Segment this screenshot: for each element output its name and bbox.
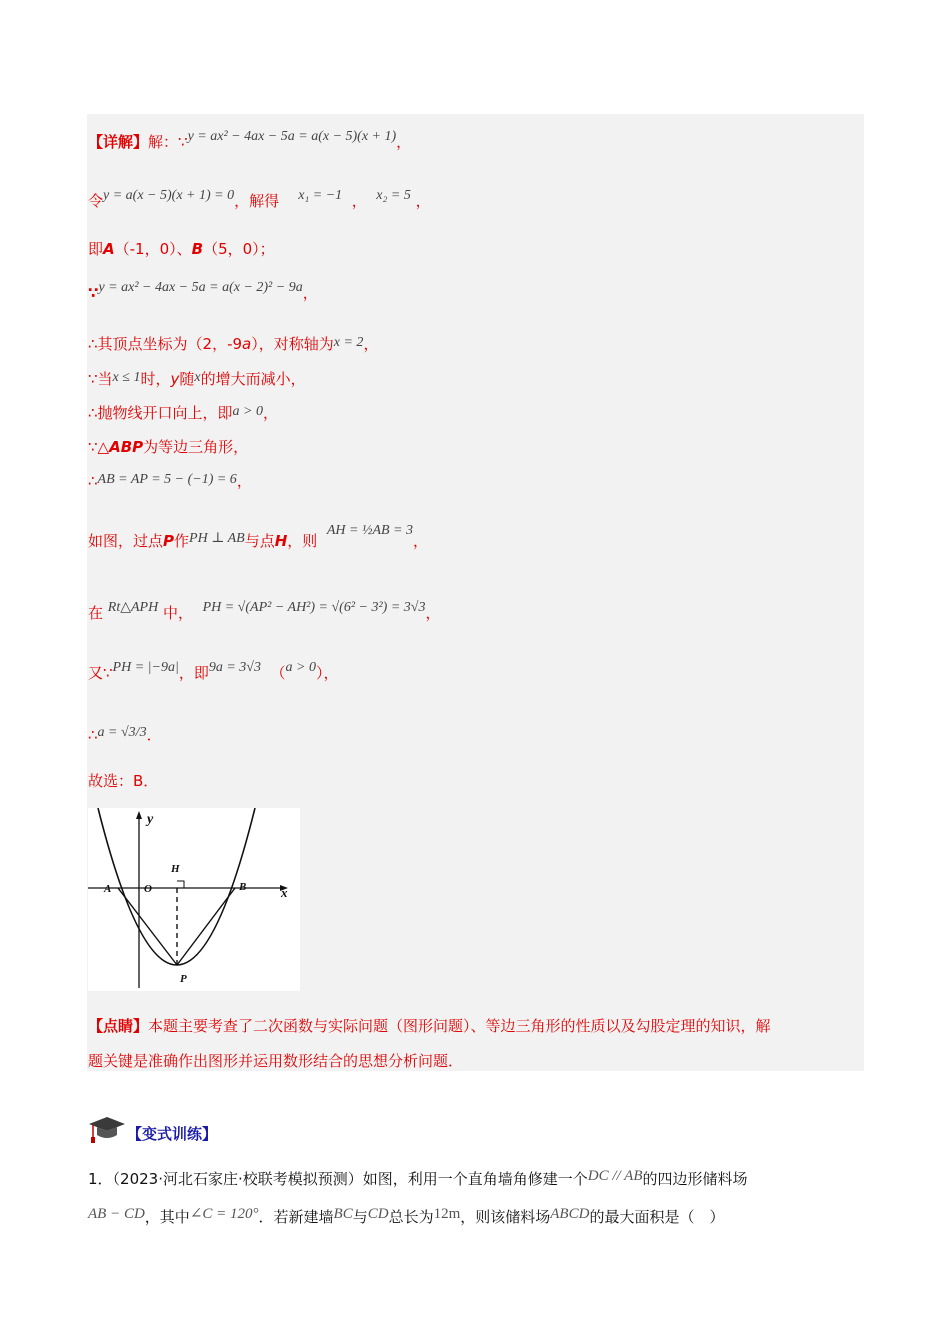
math-expression: y = ax² − 4ax − 5a = a(x − 5)(x + 1) — [187, 129, 397, 144]
text: B — [191, 240, 204, 258]
math-expression: 9a = 3√3 — [208, 660, 261, 675]
text: ， — [236, 472, 252, 490]
text: P — [163, 532, 175, 550]
y-axis-arrow — [136, 811, 142, 819]
text: ，其中 — [144, 1208, 190, 1226]
segment-AP — [118, 888, 177, 965]
text: ∵ — [88, 284, 99, 302]
math-expression: y = ax² − 4ax − 5a = a(x − 2)² − 9a — [98, 280, 303, 295]
text: 在 — [88, 604, 104, 622]
math-expression: x = 2 — [333, 335, 364, 350]
text: 总长为 — [388, 1208, 434, 1226]
question-number: 1． — [88, 1170, 113, 1188]
comment-line-2 — [88, 1050, 463, 1071]
parabola-curve — [98, 808, 255, 965]
comment-line-1 — [88, 1015, 771, 1036]
math-expression: AB = AP = 5 − (−1) = 6 — [97, 472, 237, 487]
text: （ — [270, 664, 286, 682]
text: ．若新建墙 — [258, 1208, 334, 1226]
math-expression: x₂ = 5 — [376, 188, 411, 203]
text: 的增大而减小， — [200, 370, 306, 388]
math-expression: y = a(x − 5)(x + 1) = 0 — [103, 188, 235, 203]
text: 如图，过点 — [88, 532, 164, 550]
text: ， — [363, 335, 379, 353]
graduation-cap-icon — [88, 1114, 126, 1148]
text: ），对称轴为 — [251, 335, 334, 353]
text: 的最大面积是（ ） — [589, 1208, 725, 1226]
math-expression: BC — [333, 1206, 353, 1222]
math-expression: PH = √(AP² − AH²) = √(6² − 3²) = 3√3 — [202, 600, 426, 615]
math-expression: ∠C = 120° — [189, 1206, 259, 1222]
text: ∵△ — [88, 438, 110, 456]
text: 为等边三角形， — [143, 438, 249, 456]
label-P: P — [180, 973, 187, 985]
math-expression: DC // AB — [587, 1168, 643, 1184]
solution-line-3 — [88, 238, 275, 259]
math-expression: ABCD — [550, 1206, 590, 1222]
solution-line-5 — [88, 333, 378, 354]
solution-line-4 — [88, 282, 318, 303]
text: ， — [302, 284, 318, 302]
label-O: O — [144, 883, 152, 895]
math-expression: PH ⊥ AB — [189, 531, 245, 546]
text: ， — [425, 604, 441, 622]
text: 本题主要考查了二次函数与实际问题（图形问题）、等边三角形的性质以及勾股定理的知识，解 — [148, 1017, 771, 1035]
math-expression: a > 0 — [232, 404, 263, 419]
detail-tag: 【详解】 — [88, 133, 149, 151]
math-expression: AB − CD — [88, 1206, 145, 1222]
solution-line-10 — [88, 523, 429, 551]
solution-line-2 — [88, 190, 431, 211]
text: 时， — [140, 370, 171, 388]
math-expression: PH = |−9a| — [112, 660, 179, 675]
text: ，解得 — [234, 192, 280, 210]
text: ）， — [315, 664, 339, 682]
solution-line-7 — [88, 402, 278, 423]
text: 随 — [179, 370, 195, 388]
math-expression: AH = ½AB = 3 — [326, 523, 414, 538]
text: 令 — [88, 192, 104, 210]
text: ∴抛物线开口向上，即 — [88, 404, 233, 422]
text: 题关键是准确作出图形并运用数形结合的思想分析问题． — [88, 1052, 464, 1070]
segment-BP — [177, 888, 235, 965]
solution-line-1 — [88, 131, 411, 152]
text: （-1，0）、 — [114, 240, 192, 258]
text: A — [103, 240, 115, 258]
text: 的四边形储料场 — [642, 1170, 748, 1188]
comment-tag: 【点睛】 — [88, 1017, 149, 1035]
parabola-figure — [88, 808, 300, 991]
math-expression: Rt△APH — [107, 600, 159, 615]
label-A: A — [104, 883, 112, 895]
text: ，即 — [178, 664, 209, 682]
text: H — [274, 532, 288, 550]
text: y — [170, 370, 180, 388]
text: ． — [146, 726, 162, 744]
text: 即 — [88, 240, 104, 258]
text: 解：∵ — [148, 133, 188, 151]
text: （5，0）； — [203, 240, 275, 258]
label-B: B — [239, 881, 247, 893]
text: 又∵ — [88, 664, 113, 682]
text: 作 — [174, 532, 190, 550]
text: （2023·河北石家庄·校联考模拟预测）如图，利用一个直角墙角修建一个 — [112, 1170, 588, 1188]
solution-line-12 — [88, 662, 339, 683]
solution-line-13 — [88, 724, 162, 745]
text: ，则该储料场 — [460, 1208, 551, 1226]
label-H: H — [171, 863, 180, 875]
math-expression: CD — [367, 1206, 389, 1222]
text: ABP — [109, 438, 144, 456]
text: ∵当 — [88, 370, 113, 388]
solution-line-14 — [88, 770, 158, 791]
question-line-1 — [88, 1168, 748, 1189]
math-expression: 12m — [433, 1206, 461, 1222]
math-expression: x — [194, 370, 201, 385]
text: ， — [415, 192, 431, 210]
math-expression: a > 0 — [285, 660, 316, 675]
solution-line-9 — [88, 470, 252, 491]
text: ， — [396, 133, 412, 151]
text: a — [242, 335, 252, 353]
graduation-cap-svg — [88, 1114, 126, 1144]
solution-line-6 — [88, 368, 306, 389]
answer-choice: 故选：B． — [88, 772, 159, 790]
text: 与点 — [244, 532, 275, 550]
solution-line-11 — [88, 602, 440, 623]
text: 中， — [163, 604, 194, 622]
label-x: x — [281, 885, 288, 900]
text: ， — [263, 404, 279, 422]
text: ， — [351, 192, 367, 210]
text: ， — [413, 532, 429, 550]
text: ∴ — [88, 472, 98, 490]
math-expression: x₁ = −1 — [298, 188, 343, 203]
label-y: y — [147, 812, 154, 827]
right-angle-mark — [177, 881, 184, 888]
text: ∴其顶点坐标为（2，-9 — [88, 335, 243, 353]
math-expression: a = √3/3 — [97, 725, 147, 740]
question-line-2 — [88, 1206, 724, 1227]
solution-line-8 — [88, 436, 248, 457]
math-expression: x ≤ 1 — [112, 370, 141, 385]
section-title: 【变式训练】 — [127, 1125, 218, 1143]
text: 与 — [352, 1208, 368, 1226]
parabola-diagram — [88, 808, 300, 991]
text: ，则 — [287, 532, 318, 550]
text: ∴ — [88, 726, 98, 744]
